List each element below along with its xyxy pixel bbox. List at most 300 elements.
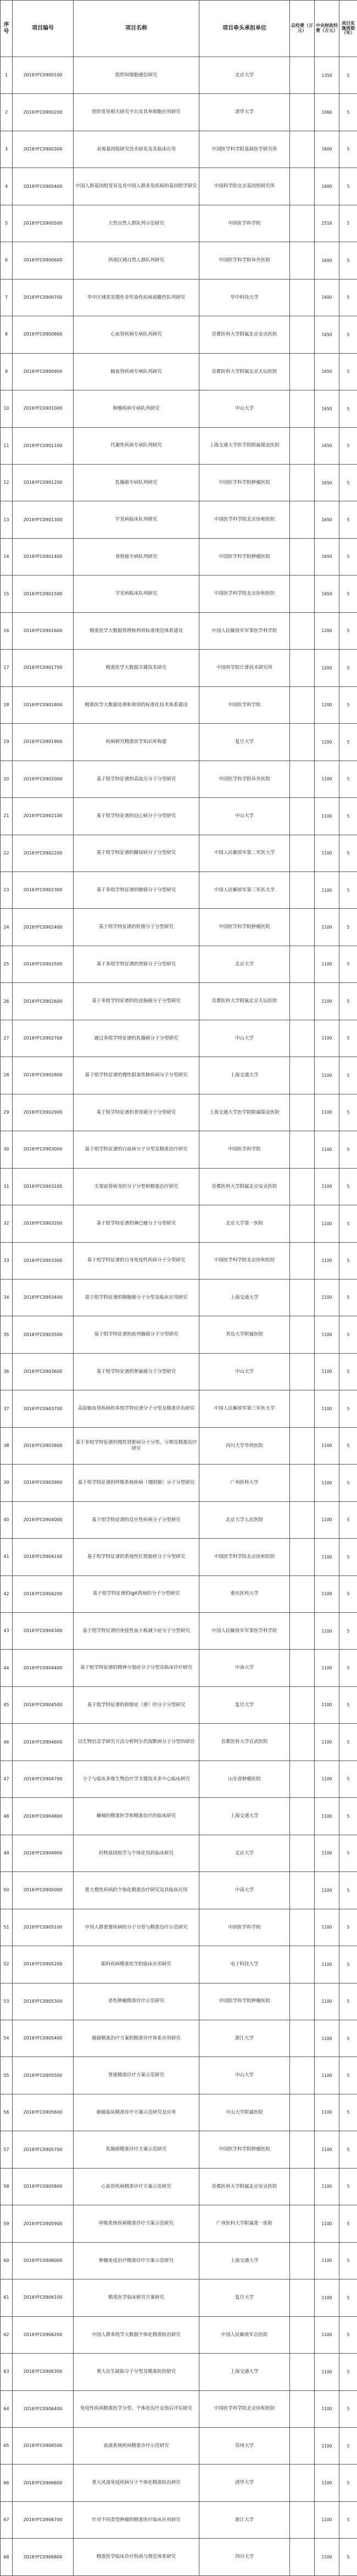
cell-years: 5: [339, 205, 357, 242]
cell-budget: [290, 2354, 315, 2390]
table-row: [1, 427, 357, 464]
table-row: [1, 57, 357, 94]
cell-no: 66: [1, 2465, 13, 2501]
cell-years: 5: [339, 427, 357, 464]
cell-unit: 首都医科大学附属北京安贞医院: [199, 2168, 290, 2205]
cell-name: 中国人群多组学大数据个体化精准防治研究: [74, 2316, 199, 2353]
cell-central: 1100: [315, 2168, 339, 2205]
cell-name: 基于组学特征谱的高血压分子分型研究: [74, 761, 199, 797]
cell-unit: 广州医科大学附属第一医院: [199, 2205, 290, 2242]
cell-code: 2016YFC0905700: [13, 2131, 74, 2168]
cell-budget: [290, 464, 315, 501]
cell-unit: 北京大学: [199, 57, 290, 94]
cell-central: 1060: [315, 94, 339, 131]
cell-code: 2016YFC0903800: [13, 1427, 74, 1464]
cell-unit: 中山大学: [199, 2057, 290, 2094]
cell-code: 2016YFC0900300: [13, 131, 74, 167]
table-row: [1, 1242, 357, 1279]
cell-code: 2016YFC0905400: [13, 2020, 74, 2057]
table-row: [1, 2354, 357, 2390]
cell-code: 2016YFC0905600: [13, 2094, 74, 2131]
table-row: [1, 2539, 357, 2575]
cell-name: 针对不同类型肿瘤的精准医疗临床应用研究: [74, 2501, 199, 2538]
cell-no: 19: [1, 724, 13, 761]
cell-years: 5: [339, 2020, 357, 2057]
cell-years: 5: [339, 2316, 357, 2353]
cell-central: 1100: [315, 761, 339, 797]
cell-unit: 中南大学: [199, 1650, 290, 1686]
cell-budget: [290, 1946, 315, 1983]
cell-code: 2016YFC0901400: [13, 538, 74, 575]
cell-years: 5: [339, 1353, 357, 1390]
cell-budget: [290, 2501, 315, 2538]
cell-central: 1100: [315, 1094, 339, 1131]
cell-code: 2016YFC0904000: [13, 1501, 74, 1538]
cell-budget: [290, 2316, 315, 2353]
cell-budget: [290, 2094, 315, 2131]
cell-unit: 中山大学: [199, 1353, 290, 1390]
cell-central: 1100: [315, 2205, 339, 2242]
cell-central: 1100: [315, 1465, 339, 1501]
cell-name: 基于组学特征谱的免疫性血小板减少症分子分型研究: [74, 1613, 199, 1650]
cell-years: 5: [339, 94, 357, 131]
cell-code: 2016YFC0904800: [13, 1798, 74, 1835]
cell-code: 2016YFC0900200: [13, 94, 74, 131]
cell-budget: [290, 1501, 315, 1538]
cell-name: 肿瘤免疫治疗精准诊疗方案示范研究: [74, 2242, 199, 2279]
cell-code: 2016YFC0904200: [13, 1575, 74, 1612]
cell-name: 代谢性疾病专病队列研究: [74, 427, 199, 464]
table-row: [1, 464, 357, 501]
cell-central: 1100: [315, 2539, 339, 2575]
cell-budget: [290, 724, 315, 761]
cell-years: 5: [339, 871, 357, 908]
cell-code: 2016YFC0906800: [13, 2539, 74, 2575]
cell-budget: [290, 1205, 315, 1242]
table-row: [1, 242, 357, 279]
cell-code: 2016YFC0904600: [13, 1724, 74, 1761]
cell-name: 基于组学特征谱的IgA肾病的分子分型研究: [74, 1575, 199, 1612]
cell-budget: [290, 1279, 315, 1316]
cell-code: 2016YFC0905100: [13, 1909, 74, 1946]
cell-no: 45: [1, 1686, 13, 1723]
cell-central: 1100: [315, 1131, 339, 1168]
cell-name: 乳腺癌专病队列研究: [74, 464, 199, 501]
table-row: [1, 1427, 357, 1464]
table-row: [1, 1057, 357, 1094]
table-row: [1, 2316, 357, 2353]
cell-code: 2016YFC0906600: [13, 2465, 74, 2501]
cell-name: 精准医学大数据处理和利用的标准化技术体系建设: [74, 686, 199, 723]
cell-no: 38: [1, 1427, 13, 1464]
cell-name: 基于多组学特征谱的结直肠癌分子分型研究: [74, 983, 199, 1020]
cell-unit: 北京大学: [199, 946, 290, 982]
cell-budget: [290, 871, 315, 908]
cell-unit: 上海交通大学: [199, 1798, 290, 1835]
table-row: [1, 2131, 357, 2168]
cell-code: 2016YFC0902300: [13, 871, 74, 908]
cell-years: 5: [339, 1465, 357, 1501]
cell-code: 2016YFC0901900: [13, 724, 74, 761]
cell-central: 1100: [315, 1539, 339, 1575]
cell-central: 1650: [315, 427, 339, 464]
cell-no: 23: [1, 871, 13, 908]
header-unit: 项目牵头承担单位: [199, 1, 290, 57]
cell-code: 2016YFC0902100: [13, 798, 74, 835]
cell-no: 36: [1, 1353, 13, 1390]
cell-no: 48: [1, 1798, 13, 1835]
cell-no: 4: [1, 168, 13, 205]
cell-central: 1100: [315, 983, 339, 1020]
cell-no: 49: [1, 1835, 13, 1871]
cell-name: 西部区域自然人群队列研究: [74, 242, 199, 279]
cell-name: 精准医学临床诊疗指南与规范体系研究: [74, 2539, 199, 2575]
cell-name: 基于多组学特征谱的胃癌分子分型研究: [74, 946, 199, 982]
header-row: [1, 1, 357, 57]
cell-central: 1100: [315, 1390, 339, 1427]
cell-years: 5: [339, 1057, 357, 1094]
cell-no: 14: [1, 538, 13, 575]
cell-code: 2016YFC0903000: [13, 1131, 74, 1168]
cell-unit: 苏州大学: [199, 2428, 290, 2465]
cell-code: 2016YFC0902700: [13, 1020, 74, 1057]
cell-years: 5: [339, 835, 357, 871]
cell-unit: 中国科学院计算技术研究所: [199, 650, 290, 686]
table-row: [1, 909, 357, 946]
cell-budget: [290, 1761, 315, 1797]
cell-budget: [290, 427, 315, 464]
cell-name: 华中区域常见慢性非传染性疾病前瞻性队列研究: [74, 279, 199, 316]
cell-name: 基于组学特征谱的精神分裂症分子分型及临床诊疗研究: [74, 1650, 199, 1686]
cell-no: 59: [1, 2205, 13, 2242]
cell-no: 8: [1, 316, 13, 353]
cell-unit: 中山大学: [199, 390, 290, 427]
cell-name: 支架血管病变的分子分型和精准治疗研究: [74, 1168, 199, 1205]
cell-unit: 清华大学: [199, 2465, 290, 2501]
cell-no: 53: [1, 1983, 13, 2020]
cell-code: 2016YFC0901700: [13, 650, 74, 686]
cell-unit: 中国医学科学院北京协和医院: [199, 1539, 290, 1575]
cell-code: 2016YFC0903900: [13, 1465, 74, 1501]
cell-code: 2016YFC0905200: [13, 1946, 74, 1983]
cell-budget: [290, 1316, 315, 1353]
cell-no: 63: [1, 2354, 13, 2390]
cell-code: 2016YFC0906000: [13, 2242, 74, 2279]
cell-central: 1350: [315, 57, 339, 94]
cell-central: 1100: [315, 1316, 339, 1353]
cell-unit: 首都医科大学附属北京安贞医院: [199, 316, 290, 353]
table-row: [1, 2465, 357, 2501]
cell-unit: 中国医学科学院北京协和医院: [199, 2390, 290, 2427]
cell-budget: [290, 1650, 315, 1686]
cell-unit: 中国医学科学院肿瘤医院: [199, 464, 290, 501]
cell-name: 胃癌精准诊疗方案示范研究: [74, 2057, 199, 2094]
cell-no: 44: [1, 1650, 13, 1686]
cell-name: 呼吸系统疾病精准诊疗方案示范研究: [74, 2205, 199, 2242]
cell-name: 通过多组学特征谱的乳腺癌分子分型研究: [74, 1020, 199, 1057]
cell-no: 22: [1, 835, 13, 871]
cell-years: 5: [339, 1835, 357, 1871]
cell-budget: [290, 1613, 315, 1650]
table-row: [1, 1279, 357, 1316]
cell-unit: 中国医学科学院阜外医院: [199, 761, 290, 797]
cell-no: 18: [1, 686, 13, 723]
cell-years: 5: [339, 724, 357, 761]
cell-central: 1650: [315, 316, 339, 353]
cell-name: 基于组学特征谱的糖尿病分子分型研究: [74, 835, 199, 871]
cell-code: 2016YFC0905300: [13, 1983, 74, 2020]
cell-central: 1100: [315, 871, 339, 908]
cell-name: 肠癌精准治疗方案的精准诊疗体系应用研究: [74, 2020, 199, 2057]
cell-budget: [290, 1242, 315, 1279]
cell-code: 2016YFC0903700: [13, 1390, 74, 1427]
cell-no: 57: [1, 2131, 13, 2168]
table-row: [1, 1501, 357, 1538]
cell-name: 基于组学特征谱的肝癌分子分型研究: [74, 909, 199, 946]
table-row: [1, 761, 357, 797]
cell-no: 39: [1, 1465, 13, 1501]
cell-budget: [290, 2390, 315, 2427]
cell-unit: 中国医学科学院: [199, 1909, 290, 1946]
cell-no: 30: [1, 1131, 13, 1168]
cell-code: 2016YFC0900800: [13, 316, 74, 353]
table-row: [1, 1353, 357, 1390]
cell-years: 5: [339, 1501, 357, 1538]
cell-budget: [290, 686, 315, 723]
cell-central: 1650: [315, 538, 339, 575]
cell-name: 表观基因组研究技术研发及其临床应用: [74, 131, 199, 167]
cell-name: 心血管疾病精准诊疗方案示范研究: [74, 2168, 199, 2205]
cell-central: 1600: [315, 168, 339, 205]
cell-years: 5: [339, 538, 357, 575]
cell-years: 5: [339, 464, 357, 501]
cell-years: 5: [339, 1539, 357, 1575]
cell-budget: [290, 131, 315, 167]
cell-central: 1100: [315, 1279, 339, 1316]
cell-no: 25: [1, 946, 13, 982]
cell-budget: [290, 1427, 315, 1464]
table-row: [1, 686, 357, 723]
table-row: [1, 1094, 357, 1131]
cell-central: 1100: [315, 1686, 339, 1723]
cell-name: 组织间细胞通信研究: [74, 57, 199, 94]
cell-central: 1600: [315, 279, 339, 316]
cell-unit: 北京大学第一医院: [199, 1205, 290, 1242]
cell-no: 60: [1, 2242, 13, 2279]
cell-name: 基于组学特征谱的反应性疾病分子分型研究: [74, 1501, 199, 1538]
cell-code: 2016YFC0904300: [13, 1613, 74, 1650]
cell-no: 68: [1, 2539, 13, 2575]
cell-budget: [290, 1131, 315, 1168]
cell-budget: [290, 1575, 315, 1612]
cell-unit: 中国医学科学院: [199, 205, 290, 242]
cell-budget: [290, 2020, 315, 2057]
table-row: [1, 2279, 357, 2316]
cell-unit: 首都医科大学附属北京安贞医院: [199, 1168, 290, 1205]
table-row: [1, 1872, 357, 1909]
cell-budget: [290, 1168, 315, 1205]
cell-years: 5: [339, 686, 357, 723]
table-row: [1, 1316, 357, 1353]
table-row: [1, 835, 357, 871]
cell-years: 5: [339, 242, 357, 279]
cell-central: 1100: [315, 2465, 339, 2501]
cell-no: 10: [1, 390, 13, 427]
cell-code: 2016YFC0900400: [13, 168, 74, 205]
cell-budget: [290, 2205, 315, 2242]
cell-budget: [290, 1686, 315, 1723]
cell-no: 54: [1, 2020, 13, 2057]
cell-years: 5: [339, 1131, 357, 1168]
cell-no: 31: [1, 1168, 13, 1205]
cell-unit: 上海交通大学: [199, 2354, 290, 2390]
cell-budget: [290, 1909, 315, 1946]
cell-unit: 中国医学科学院肿瘤医院: [199, 1983, 290, 2020]
cell-central: 1650: [315, 390, 339, 427]
cell-code: 2016YFC0902800: [13, 1057, 74, 1094]
cell-unit: 中南大学: [199, 1872, 290, 1909]
cell-unit: 中国医学科学院肿瘤医院: [199, 909, 290, 946]
table-row: [1, 168, 357, 205]
cell-years: 5: [339, 1686, 357, 1723]
cell-budget: [290, 835, 315, 871]
cell-name: 基于多组学特征谱的慢性肾脏病分子分型、分期及精准治疗研究: [74, 1427, 199, 1464]
table-row: [1, 1613, 357, 1650]
cell-unit: 四川大学华西医院: [199, 1427, 290, 1464]
cell-central: 1200: [315, 724, 339, 761]
cell-unit: 浙江大学: [199, 2501, 290, 2538]
cell-name: 乳腺癌精准诊疗方案示范研究: [74, 2131, 199, 2168]
table-row: [1, 575, 357, 612]
header-budget: 总经费（万元）: [290, 1, 315, 57]
cell-unit: 中国人民解放军军事医学科学院: [199, 612, 290, 649]
cell-central: 1600: [315, 242, 339, 279]
cell-unit: 复旦大学: [199, 724, 290, 761]
cell-code: 2016YFC0900500: [13, 205, 74, 242]
table-row: [1, 2501, 357, 2538]
table-row: [1, 2020, 357, 2057]
cell-years: 5: [339, 575, 357, 612]
cell-central: 1100: [315, 2094, 339, 2131]
cell-central: 1200: [315, 650, 339, 686]
cell-unit: 中国医学科学院: [199, 1131, 290, 1168]
table-row: [1, 612, 357, 649]
cell-no: 51: [1, 1909, 13, 1946]
table-body: [1, 57, 357, 2576]
cell-unit: 中国人民解放军总医院: [199, 2316, 290, 2353]
cell-no: 28: [1, 1057, 13, 1094]
cell-name: 肺癌临床精准诊疗方案示范研究及应用: [74, 2094, 199, 2131]
cell-code: 2016YFC0905900: [13, 2205, 74, 2242]
cell-code: 2016YFC0905000: [13, 1872, 74, 1909]
cell-name: 基于组学特征谱的淋巴瘤分子分型研究: [74, 1205, 199, 1242]
cell-code: 2016YFC0901600: [13, 612, 74, 649]
cell-years: 5: [339, 1316, 357, 1353]
cell-code: 2016YFC0901500: [13, 575, 74, 612]
cell-years: 5: [339, 1168, 357, 1205]
cell-unit: 浙江大学: [199, 2020, 290, 2057]
table-row: [1, 353, 357, 390]
cell-central: 1100: [315, 2242, 339, 2279]
cell-no: 1: [1, 57, 13, 94]
table-row: [1, 1575, 357, 1612]
cell-budget: [290, 2057, 315, 2094]
cell-central: 1100: [315, 1650, 339, 1686]
header-no: 序号: [1, 1, 13, 57]
header-years: 项目实施周期（年）: [339, 1, 357, 57]
cell-budget: [290, 2279, 315, 2316]
cell-years: 5: [339, 1575, 357, 1612]
cell-budget: [290, 1353, 315, 1390]
cell-code: 2016YFC0900900: [13, 353, 74, 390]
cell-budget: [290, 612, 315, 649]
cell-central: 1100: [315, 909, 339, 946]
cell-central: 1650: [315, 464, 339, 501]
cell-name: 大型自然人群队列示范研究: [74, 205, 199, 242]
cell-budget: [290, 390, 315, 427]
table-row: [1, 2242, 357, 2279]
cell-budget: [290, 2168, 315, 2205]
table-row: [1, 2057, 357, 2094]
table-row: [1, 1909, 357, 1946]
cell-budget: [290, 946, 315, 982]
header-central: 中央财政经费（万元）: [315, 1, 339, 57]
table-row: [1, 501, 357, 538]
cell-years: 5: [339, 1983, 357, 2020]
cell-code: 2016YFC0905500: [13, 2057, 74, 2094]
cell-code: 2016YFC0900700: [13, 279, 74, 316]
header-code: 项目编号: [13, 1, 74, 57]
cell-name: 组织变异相关研究平台及其单细胞应用研究: [74, 94, 199, 131]
table-row: [1, 1798, 357, 1835]
cell-code: 2016YFC0903100: [13, 1168, 74, 1205]
cell-name: 中国人群重要疾病的分子分型与精准治疗示范研究: [74, 1909, 199, 1946]
cell-name: 癫痫的精准医学和精准治疗的临床研究: [74, 1798, 199, 1835]
cell-no: 67: [1, 2501, 13, 2538]
cell-unit: 中国医学科学院肿瘤医院: [199, 2131, 290, 2168]
table-row: [1, 1686, 357, 1723]
cell-unit: 中国医学科学院北京协和医院: [199, 575, 290, 612]
table-row: [1, 1761, 357, 1797]
cell-budget: [290, 316, 315, 353]
cell-code: 2016YFC0900100: [13, 57, 74, 94]
cell-years: 5: [339, 1279, 357, 1316]
cell-code: 2016YFC0904500: [13, 1686, 74, 1723]
cell-code: 2016YFC0903300: [13, 1242, 74, 1279]
cell-central: 1100: [315, 2501, 339, 2538]
cell-code: 2016YFC0902200: [13, 835, 74, 871]
cell-unit: 中国人民解放军第三军医大学: [199, 1390, 290, 1427]
cell-code: 2016YFC0901000: [13, 390, 74, 427]
cell-budget: [290, 983, 315, 1020]
cell-unit: 广州医科大学: [199, 1465, 290, 1501]
cell-budget: [290, 1798, 315, 1835]
cell-central: 1100: [315, 1057, 339, 1094]
cell-name: 重大风湿免疫疾病分子个体化精准防治研究: [74, 2465, 199, 2501]
cell-unit: 首都医科大学宣武医院: [199, 1724, 290, 1761]
cell-name: 高原脑血管疾病的多组学特征谱分子分型及精准诊治研究: [74, 1390, 199, 1427]
cell-budget: [290, 2428, 315, 2465]
cell-central: 2516: [315, 205, 339, 242]
cell-no: 33: [1, 1242, 13, 1279]
cell-central: 1100: [315, 1427, 339, 1464]
cell-years: 5: [339, 2057, 357, 2094]
cell-unit: 中国医学科学院北京协和医院: [199, 501, 290, 538]
cell-years: 5: [339, 2539, 357, 2575]
table-row: [1, 1724, 357, 1761]
cell-central: 1100: [315, 835, 339, 871]
cell-central: 1100: [315, 1575, 339, 1612]
